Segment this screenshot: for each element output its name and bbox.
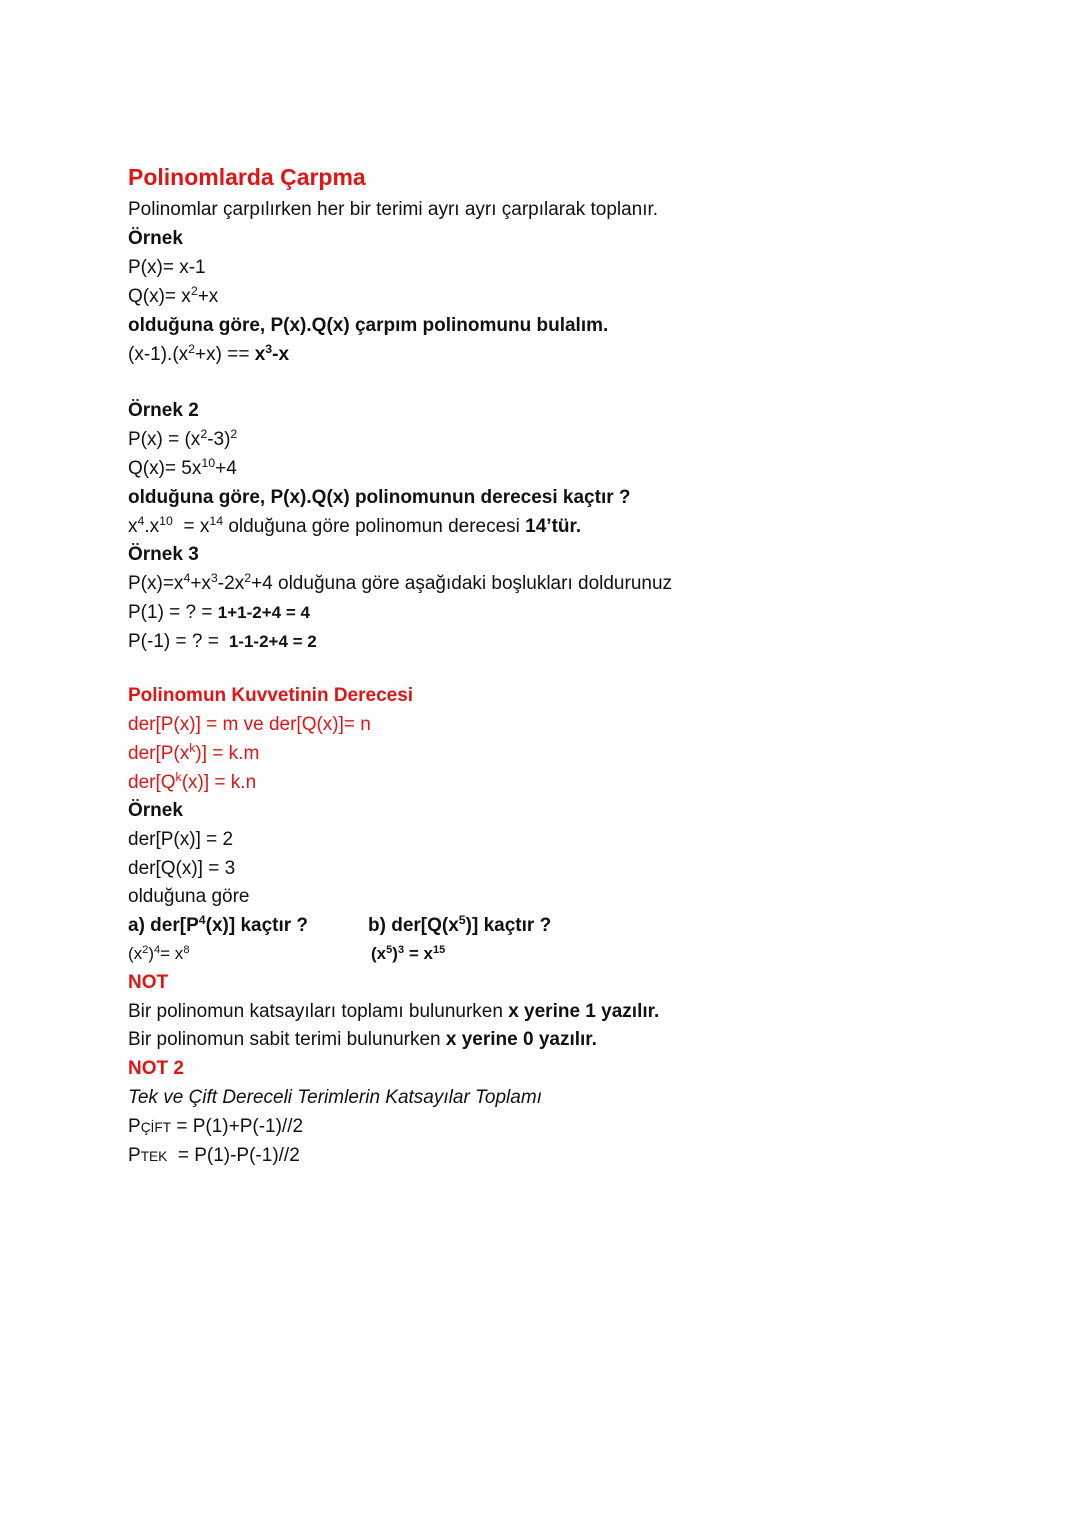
answer-part: = x (172, 516, 210, 537)
rule-2 (128, 741, 259, 767)
answer-exponent: 4 (154, 943, 161, 956)
answer-part: x (128, 516, 138, 537)
solution-part: +x) == (195, 344, 255, 365)
answer-text: olduğuna göre polinomun derecesi (223, 516, 526, 537)
question-b (368, 913, 551, 939)
example2-p (128, 427, 237, 453)
solution-answer-exponent: 3 (265, 342, 273, 357)
p-part: -2x (217, 573, 245, 594)
rule-part: der[P(x (128, 743, 190, 764)
answer-exponent: 14 (209, 514, 224, 529)
question-text: olduğuna göre, P(x).Q(x) çarpım polinomunu bulalım. (128, 315, 609, 336)
p-part: P(x) = (x (128, 429, 201, 450)
answer-part: .x (144, 516, 160, 537)
question-exponent: 4 (198, 913, 206, 928)
q-exponent: 10 (201, 456, 216, 471)
example2-q (128, 456, 237, 482)
intro-text: Polinomlar çarpılırken her bir terimi ayrı ayrı çarpılarak toplanır. (128, 199, 659, 220)
question-part: a) der[P (128, 915, 199, 936)
answer-exponent: 8 (183, 943, 190, 956)
note-text: Bir polinomun katsayıları toplamı bulunurken (128, 1001, 509, 1022)
example3-pminus1 (128, 629, 317, 655)
example-label-2: Örnek (128, 800, 183, 821)
section-title-multiplication: Polinomlarda Çarpma (128, 164, 366, 190)
formula-odd (128, 1143, 300, 1170)
p-exponent: 2 (200, 427, 208, 442)
example2-question: olduğuna göre, P(x).Q(x) polinomunun derecesi kaçtır ? (128, 487, 631, 508)
given-degree-p: der[P(x)] = 2 (128, 829, 234, 850)
example3-p (128, 571, 672, 597)
rule-1: der[P(x)] = m ve der[Q(x)]= n (128, 714, 371, 735)
question-part: )] kaçtır ? (465, 915, 552, 936)
question-part: (x)] kaçtır ? (205, 915, 309, 936)
example-label: Örnek (128, 228, 183, 249)
p-part: +4 olduğuna göre aşağıdaki boşlukları doldurunuz (251, 573, 673, 594)
note-line-2 (128, 1027, 597, 1053)
q-part: Q(x)= 5x (128, 458, 202, 479)
note-label: NOT (128, 972, 169, 993)
answer-part: ) (392, 944, 398, 963)
note-text: Bir polinomun sabit terimi bulunurken (128, 1029, 446, 1050)
answer-a (128, 941, 189, 967)
q-part: +4 (215, 458, 237, 479)
p-exponent: 2 (230, 427, 238, 442)
formula-even (128, 1114, 303, 1141)
formula-expression: = P(1)+P(-1)//2 (171, 1116, 304, 1137)
rule-exponent: k (189, 741, 196, 756)
section-title-power-degree: Polinomun Kuvvetinin Derecesi (128, 685, 414, 706)
answer-exponent: 10 (159, 514, 173, 529)
question-part: b) der[Q(x (368, 915, 459, 936)
example3-label: Örnek 3 (128, 544, 199, 565)
solution-answer: x (254, 344, 266, 365)
solution-line (128, 342, 289, 368)
answer-part: (x (371, 944, 387, 963)
solution-exponent: 2 (188, 342, 196, 357)
note-emphasis: x yerine 1 yazılır. (508, 1001, 660, 1022)
question-exponent: 5 (458, 913, 466, 928)
q-exponent: 2 (190, 284, 198, 299)
p-exponent: 2 (244, 571, 252, 586)
polynomial-q (128, 284, 218, 310)
answer-exponent: 3 (397, 943, 405, 956)
answer-part: ) (148, 944, 154, 963)
note-line-1 (128, 999, 659, 1025)
answer-exponent: 5 (386, 943, 393, 956)
q-tail: +x (197, 286, 219, 307)
example2-answer (128, 514, 581, 540)
rule-part: (x)] = k.n (181, 772, 257, 793)
answer-exponent: 15 (432, 943, 446, 956)
formula-symbol: P (128, 1145, 141, 1166)
p-exponent: 3 (210, 571, 218, 586)
pminus1-question: P(-1) = ? = (128, 631, 225, 652)
answer-degree: 14’tür. (525, 516, 582, 537)
rule-part: der[Q (128, 772, 176, 793)
rule-3 (128, 770, 256, 796)
example2-label: Örnek 2 (128, 400, 199, 421)
formula-subscript: TEK (140, 1149, 168, 1164)
p1-answer: 1+1-2+4 = 4 (217, 603, 310, 622)
solution-answer: -x (272, 344, 290, 365)
polynomial-p: P(x)= x-1 (128, 257, 206, 278)
p1-question: P(1) = ? = (128, 602, 218, 623)
given-degree-q: der[Q(x)] = 3 (128, 858, 236, 879)
q-base: Q(x)= x (128, 286, 191, 307)
answer-part: (x (128, 944, 143, 963)
note-emphasis: x yerine 0 yazılır. (445, 1029, 597, 1050)
answer-part: = x (160, 944, 184, 963)
formula-expression: = P(1)-P(-1)//2 (167, 1145, 300, 1166)
note2-subtitle: Tek ve Çift Dereceli Terimlerin Katsayılar Toplamı (128, 1087, 542, 1108)
rule-part: )] = k.m (195, 743, 260, 764)
answer-part: = x (404, 944, 433, 963)
formula-symbol: P (128, 1116, 141, 1137)
answer-exponent: 4 (137, 514, 145, 529)
p-exponent: 4 (183, 571, 191, 586)
solution-part: (x-1).(x (128, 344, 189, 365)
example3-p1 (128, 600, 310, 626)
question-a (128, 913, 308, 939)
p-part: -3) (207, 429, 231, 450)
given-condition: olduğuna göre (128, 886, 250, 907)
formula-subscript: ÇİFT (140, 1120, 172, 1135)
p-part: P(x)=x (128, 573, 184, 594)
note2-label: NOT 2 (128, 1058, 184, 1079)
answer-b (371, 941, 445, 967)
p-part: +x (190, 573, 211, 594)
answer-exponent: 2 (142, 943, 149, 956)
rule-exponent: k (175, 770, 182, 785)
pminus1-answer: 1-1-2+4 = 2 (224, 632, 317, 651)
